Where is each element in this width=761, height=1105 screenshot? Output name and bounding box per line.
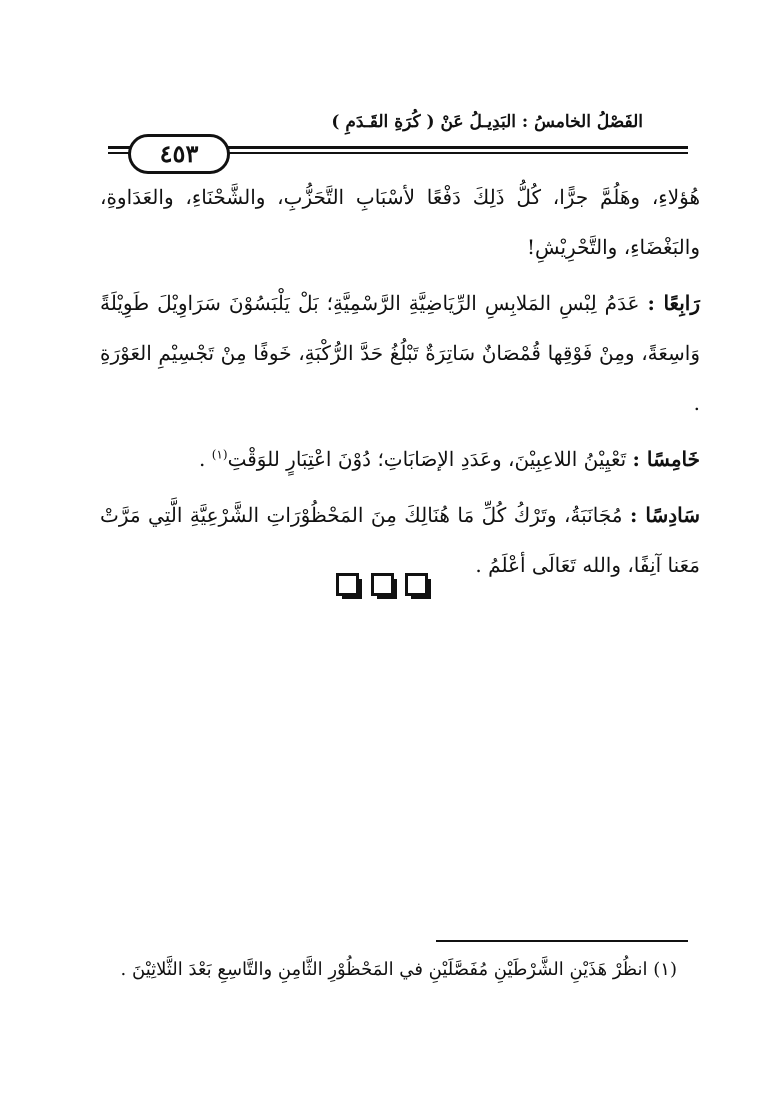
paragraph-fourth-label: رَابِعًا : (647, 291, 700, 315)
paragraph-intro: هُؤلاءِ، وهَلُمَّ جرًّا، كُلُّ ذَلِكَ دَفْعًا لأسْبَابِ التَّحَزُّبِ، والشَّحْنَاءِ، والعَدَاوةِ، والبَغْضَاءِ، والتَّحْرِيْشِ! (100, 185, 700, 259)
ornament-square-icon (336, 573, 359, 596)
footnote-separator (436, 940, 688, 942)
paragraph-fourth-text: عَدَمُ لِبْسِ المَلابِسِ الرِّيَاضِيَّةِ الرَّسْمِيَّةِ؛ بَلْ يَلْبَسُوْنَ سَرَاوِيْلَ طَوِيْلَةً وَاسِعَةً، ومِنْ فَوْقِها قُمْصَانٌ سَاتِرَةٌ تَبْلُغُ حَدَّ الرُّكْبَةِ، خَوفًا مِنْ تَجْسِيْمِ العَوْرَةِ . (100, 291, 700, 415)
section-end-ornament (336, 573, 428, 595)
footnote-reference[interactable]: (١) (211, 447, 228, 462)
paragraph-fifth-end: . (199, 447, 212, 471)
footnote-text: (١) انظُرْ هَذَيْنِ الشَّرْطَيْنِ مُفَصَّلَيْنِ في المَحْظُوْرِ الثَّامِنِ والتَّاسِعِ بَعْدَ الثَّلاثِيْنَ . (120, 959, 677, 980)
page-number-badge: ٤٥٣ (128, 134, 230, 174)
paragraph-sixth-label: سَادِسًا : (629, 503, 700, 527)
ornament-square-icon (405, 573, 428, 596)
paragraph-fourth (100, 278, 700, 428)
ornament-square-icon (371, 573, 394, 596)
paragraph-fifth-label: خَامِسًا : (632, 447, 700, 471)
paragraph-sixth-text: مُجَانَبَةُ، وتَرْكُ كُلِّ مَا هُنَالِكَ مِنَ المَحْظُوْرَاتِ الشَّرْعِيَّةِ الَّتِي مَرَّتْ مَعَنا آنِفًا، والله تَعَالَى أعْلَمُ . (100, 503, 700, 577)
paragraph-fifth (100, 434, 700, 484)
main-text (100, 172, 700, 596)
paragraph-fifth-text: تَعْيِيْنُ اللاعِبِيْنَ، وعَدَدِ الإصَابَاتِ؛ دُوْنَ اعْتِبَارٍ للوَقْتِ (227, 447, 627, 471)
running-header-title: الفَصْلُ الخامسُ : البَدِيـلُ عَنْ ( كُرَةِ القَـدَمِ ) (331, 112, 643, 132)
